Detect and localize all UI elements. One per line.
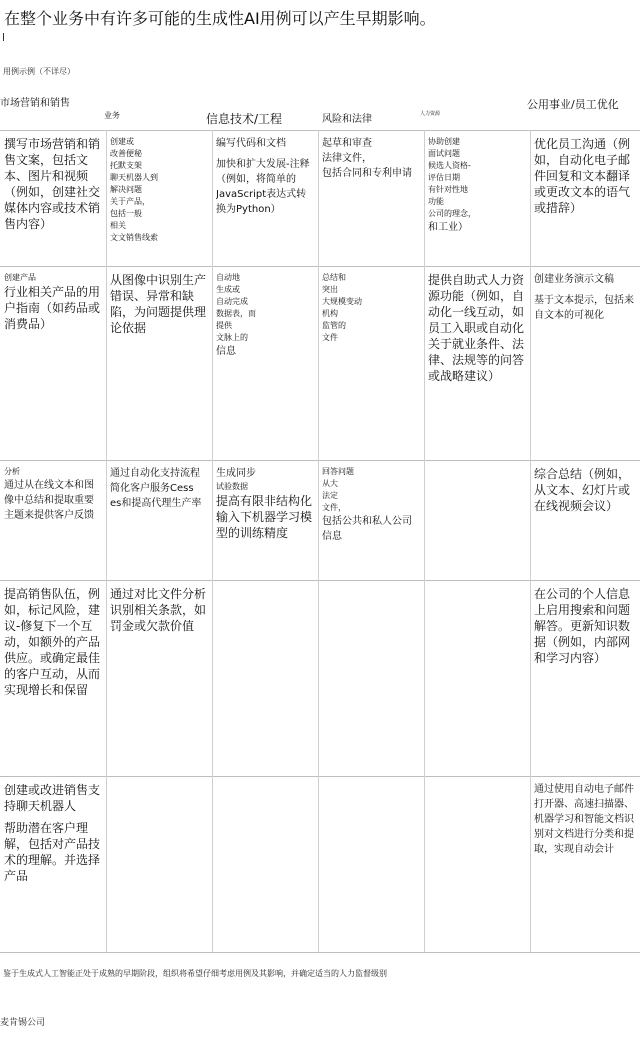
table-cell <box>4 782 100 948</box>
table-cell <box>110 782 206 948</box>
cell-text: 基于文本提示，包括来自文本的可视化 <box>534 295 634 321</box>
footnote: 鉴于生成式人工智能正处于成熟的早期阶段，组织将希望仔细考虑用例及其影响，并确定适当的人力监督级别 <box>3 969 387 978</box>
table-cell <box>216 272 312 456</box>
cell-text: 提供 <box>216 321 232 330</box>
cell-text: 在公司的个人信息上启用搜索和问题解答。更新知识数据（例如，内部网和学习内容） <box>534 587 631 665</box>
row-divider <box>0 776 640 777</box>
cell-text: 起草和审查 <box>322 138 372 149</box>
cell-text: 提高销售队伍，例如，标记风险，建议-修复下一个互动，如额外的产品供应。或确定最佳的客户互动，从而实现增长和保留 <box>4 587 100 697</box>
cell-text: 协助创建 <box>428 137 460 146</box>
cell-text: 创建或改进销售支持聊天机器人 <box>4 783 100 813</box>
cell-text: 通过对比文件分析识别相关条款，如罚金或欠款价值 <box>110 587 206 633</box>
table-cell <box>216 466 312 576</box>
table-cell <box>534 272 634 456</box>
cell-text: 撰写市场营销和销售文案，包括文本、图片和视频（例如，创建社交媒体内容或技术销售内容） <box>4 137 100 231</box>
cell-text: 提供自助式人力资源功能（例如，自动化一线互动，如员工入职或自动化关于就业条件、法律、法规等的问答或战略建议） <box>428 273 524 383</box>
cell-text: 监管的 <box>322 321 346 330</box>
cell-text: 机构 <box>322 309 338 318</box>
cell-text: 评估日期 <box>428 173 460 182</box>
cell-text: 从图像中识别生产错误、异常和缺陷，为问题提供理论依据 <box>110 273 206 335</box>
cell-text: 关于产品， <box>110 197 150 206</box>
cell-text: 加快和扩大发展-注释（例如，将简单的JavaScript表达式转换为Python） <box>216 159 310 215</box>
table-cell <box>216 136 312 262</box>
table-cell <box>216 586 312 772</box>
header-marketing-sales: 市场营销和销售 <box>0 98 70 109</box>
cell-text: 面试问题 <box>428 149 460 158</box>
row-divider <box>0 580 640 581</box>
cell-text: 包括一般 <box>110 209 142 218</box>
table-cell <box>428 586 524 772</box>
table-cell <box>428 466 524 576</box>
table-cell <box>534 136 634 262</box>
table-cell <box>4 466 100 576</box>
row-divider <box>0 266 640 267</box>
cell-text: 行业相关产品的用户指南（如药品或消费品） <box>4 285 100 331</box>
cell-text: 回答问题 <box>322 467 354 476</box>
table-cell <box>322 782 418 948</box>
cell-text: 通过自动化支持流程简化客户服务Cess es和提高代理生产率 <box>110 468 202 509</box>
cell-text: 通过使用自动电子邮件打开器、高速扫描器、机器学习和智能文档识别对文档进行分类和提取，实现自动会计 <box>534 784 634 855</box>
cell-text: 法定 <box>322 491 338 500</box>
table-cell <box>110 466 206 576</box>
cell-text: 文脉上的 <box>216 333 248 342</box>
subtitle: 用例示例（不详尽） <box>3 67 75 76</box>
cell-text: 创建或 <box>110 137 134 146</box>
row-divider <box>0 460 640 461</box>
cell-text: 通过从在线文本和图像中总结和提取重要主题来提供客户反馈 <box>4 480 94 521</box>
cell-text: 突出 <box>322 285 338 294</box>
cell-text: 托默支架 <box>110 161 142 170</box>
cell-text: 综合总结（例如，从文本、幻灯片或在线视频会议） <box>534 467 631 513</box>
cell-text: 解决问题 <box>110 185 142 194</box>
table-cell <box>4 136 100 262</box>
table-cell <box>534 782 634 948</box>
table-cell <box>428 272 524 456</box>
cell-text: 自动完成 <box>216 297 248 306</box>
cell-text: 法律文件， <box>322 153 372 164</box>
table-cell <box>110 586 206 772</box>
table-cell <box>216 782 312 948</box>
table-cell <box>110 272 206 456</box>
table-cell <box>322 586 418 772</box>
row-divider <box>0 130 640 131</box>
cell-text: 聊天机器人到 <box>110 173 158 182</box>
cell-text: 功能 <box>428 197 444 206</box>
cell-text: 包括公共和私人公司信息 <box>322 516 412 542</box>
cell-text: 文件， <box>322 503 346 512</box>
table-cell <box>110 136 206 262</box>
header-risk-legal: 风险和法律 <box>322 114 372 125</box>
cell-text: 分析 <box>4 467 20 476</box>
column-divider <box>424 130 425 952</box>
cell-text: 改善便秘 <box>110 149 142 158</box>
header-it-engineering: 信息技术/工程 <box>206 112 283 126</box>
cell-text: 和工业） <box>428 222 468 233</box>
cell-text: 大规模变动 <box>322 297 362 306</box>
table-cell <box>534 586 634 772</box>
page-title: 在整个业务中有许多可能的生成性AI用例可以产生早期影响。 <box>4 9 436 28</box>
cell-text: 候选人资格- <box>428 161 471 170</box>
cell-text: 从大 <box>322 479 338 488</box>
cell-text: 创建业务演示文稿 <box>534 274 614 285</box>
row-divider <box>0 952 640 953</box>
cell-text: 包括合同和专利申请 <box>322 168 412 179</box>
table-cell <box>428 136 524 262</box>
divider-tick <box>3 33 4 41</box>
header-hr: 人力资源 <box>420 111 441 117</box>
column-divider <box>212 130 213 952</box>
cell-text: 自动地 <box>216 273 240 282</box>
cell-text: 帮助潜在客户理解，包括对产品技术的理解。并选择产品 <box>4 821 100 883</box>
cell-text: 编写代码和文档 <box>216 138 286 149</box>
cell-text: 生成或 <box>216 285 240 294</box>
cell-text: 优化员工沟通（例如，自动化电子邮件回复和文本翻译或更改文本的语气或措辞） <box>534 137 631 215</box>
column-divider <box>530 130 531 952</box>
cell-text: 生成同步 <box>216 468 256 479</box>
source-label: 麦肯锡公司 <box>0 1018 46 1028</box>
header-business: 业务 <box>104 111 120 120</box>
table-cell <box>322 136 418 262</box>
cell-text: 文件 <box>322 333 338 342</box>
cell-text: 有针对性地 <box>428 185 468 194</box>
table-cell <box>322 466 418 576</box>
cell-text: 试验数据 <box>216 482 248 491</box>
cell-text: 提高有限非结构化输入下机器学习模型的训练精度 <box>216 494 312 540</box>
cell-text: 创建产品 <box>4 273 36 282</box>
cell-text: 文文销售线索 <box>110 233 158 242</box>
table-cell <box>4 272 100 456</box>
table-cell <box>4 586 100 772</box>
table-cell <box>428 782 524 948</box>
cell-text: 信息 <box>216 346 236 357</box>
cell-text: 相关 <box>110 221 126 230</box>
column-divider <box>106 130 107 952</box>
table-cell <box>534 466 634 576</box>
header-utility-staff: 公用事业/员工优化 <box>527 98 619 111</box>
column-divider <box>318 130 319 952</box>
table-cell <box>322 272 418 456</box>
cell-text: 总结和 <box>322 273 346 282</box>
cell-text: 数据表，而 <box>216 309 256 318</box>
cell-text: 公司的理念， <box>428 209 476 218</box>
